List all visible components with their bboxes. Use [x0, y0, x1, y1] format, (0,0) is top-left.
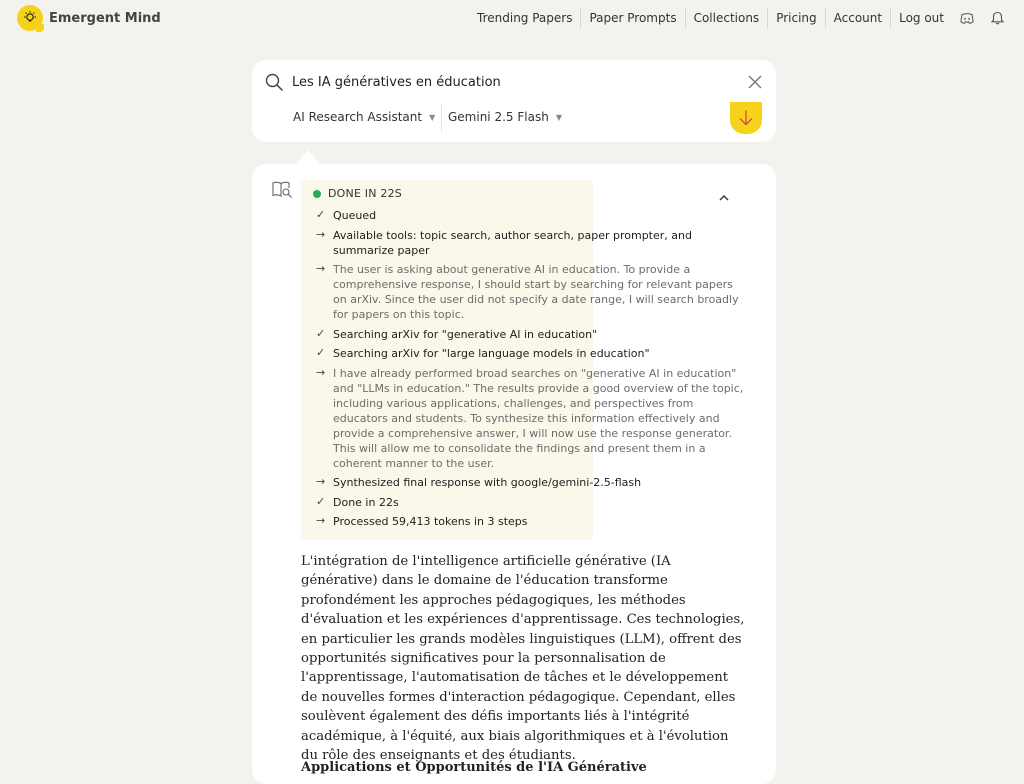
list-item: → The user is asking about generative AI in education. To provide a comprehensive response, I should start by searching for relevant papers on arXiv. Since the user did not specify a date range, I will search broadly for papers on this topic.	[316, 262, 739, 321]
status-dot	[313, 190, 321, 198]
answer-text: L'intégration de l'intelligence artificielle générative (IA générative) dans le domaine de l'éducation transforme profondément les approches pédagogiques, les méthodes d'évaluation et les expériences d'apprentissage. Ces technologies, en particulier les grands modèles linguistiques (LLM), offrent des opportunités significatives pour la personnalisation de l'apprentissage, l'automatisation de tâches et le développement de nouvelles formes d'interaction pédagogique. Cependant, elles soulèvent également des défis importants liés à l'intégrité académique, à l'équité, aux biais algorithmiques et à l'évolution du rôle des enseignants et des étudiants.	[301, 554, 745, 764]
list-item: → I have already performed broad searches on "generative AI in education" and "LLMs in education." The results provide a good overview of the topic, including various applications, challenges, and perspectives from educators and students. To synthesize this information effectively and provide a comprehensive answer, I will now use the response generator. This will allow me to consolidate the findings and present them in a coherent manner to the user.	[316, 365, 744, 470]
list-item: ✓ Searching arXiv for "generative AI in education"	[316, 326, 598, 341]
discord-icon[interactable]	[960, 11, 974, 25]
card-pointer	[296, 150, 320, 165]
dropdown-divider	[441, 104, 442, 132]
submit-button[interactable]	[730, 102, 762, 134]
nav-collections[interactable]: Collections	[686, 8, 769, 28]
activity-steps	[316, 208, 746, 534]
list-item: → Processed 59,413 tokens in 3 steps	[316, 514, 528, 528]
nav-trending-papers[interactable]: Trending Papers	[469, 8, 581, 28]
brand-name: Emergent Mind	[49, 10, 161, 26]
check-icon: ✓	[316, 494, 326, 508]
list-item: ✓ Queued	[316, 208, 377, 222]
nav-paper-prompts[interactable]: Paper Prompts	[581, 8, 685, 28]
list-item: ✓ Done in 22s	[316, 494, 399, 509]
status-row	[313, 187, 402, 200]
list-item: → Available tools: topic search, author search, paper prompter, and summarize paper	[316, 227, 692, 257]
search-icon	[265, 73, 284, 96]
check-icon: ✓	[316, 208, 326, 221]
caret-down-icon: ▼	[555, 112, 562, 122]
list-item: ✓ Searching arXiv for "large language models in education"	[316, 346, 650, 360]
chevron-up-icon[interactable]	[719, 186, 729, 205]
arrow-right-icon: →	[316, 227, 326, 241]
bell-icon[interactable]	[990, 11, 1004, 25]
brand[interactable]	[17, 5, 161, 31]
book-search-icon	[272, 180, 293, 204]
main-nav	[469, 0, 1012, 36]
caret-down-icon: ▼	[429, 112, 436, 122]
arrow-right-icon: →	[316, 514, 326, 527]
nav-log-out[interactable]: Log out	[899, 11, 944, 25]
check-icon: ✓	[316, 346, 326, 359]
nav-account[interactable]: Account	[826, 8, 891, 28]
close-icon[interactable]	[748, 74, 762, 93]
arrow-right-icon: →	[316, 262, 326, 275]
result-card	[252, 164, 776, 784]
search-input[interactable]	[292, 72, 732, 92]
mode-select[interactable]	[293, 110, 435, 124]
model-select[interactable]	[448, 110, 562, 124]
lightbulb-logo-icon	[17, 5, 43, 31]
top-bar	[0, 0, 1024, 36]
mode-select-value: AI Research Assistant	[293, 110, 423, 124]
search-card	[252, 60, 776, 142]
check-icon: ✓	[316, 326, 326, 340]
arrow-right-icon: →	[316, 475, 326, 488]
nav-pricing[interactable]: Pricing	[768, 8, 825, 28]
arrow-right-icon: →	[316, 365, 326, 379]
status-text: DONE IN 22S	[328, 187, 402, 200]
section-heading: Applications et Opportunités de l'IA Générative	[301, 760, 647, 775]
model-select-value: Gemini 2.5 Flash	[448, 110, 549, 124]
list-item: → Synthesized final response with google/gemini-2.5-flash	[316, 475, 642, 489]
